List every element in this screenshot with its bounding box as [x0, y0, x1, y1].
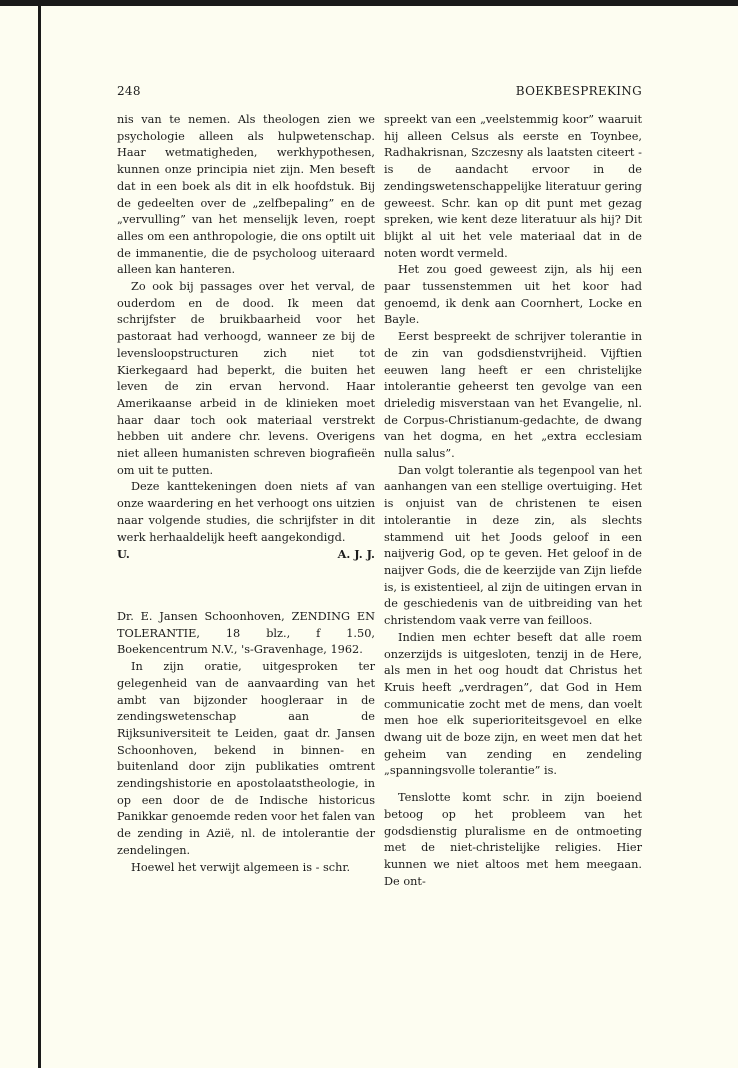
book-citation: Dr. E. Jansen Schoonhoven, ZENDING EN TOLERANTIE, 18 blz., f 1.50, Boekencentrum N.V., 's-Gravenhage, 1962. [117, 609, 375, 657]
signature-right: A. J. J. [337, 547, 375, 562]
paragraph: nis van te nemen. Als theologen zien we psychologie alleen als hulpwetenschap. Haar wetmatigheden, werkhypothesen, kunnen onze principia niet zijn. Men beseft dat in een boek als dit in elk hoofdstuk. Bij de gedeelten over de „zelfbepaling” en de „vervulling” van het menselijk leven, roept alles om een anthropologie, die ons optilt uit de immanentie, die de psycholoog uiteraard alleen kan hanteren. [117, 113, 375, 277]
paragraph: Tenslotte komt schr. in zijn boeiend betoog op het probleem van het godsdienstig pluralisme en de ontmoeting met de niet-christelijke religies. Hier kunnen we niet altoos met hem meegaan. De ont- [384, 791, 642, 888]
review-signature [117, 546, 375, 563]
paragraph: Zo ook bij passages over het verval, de ouderdom en de dood. Ik meen dat schrijfster de bruikbaarheid voor het pastoraat had verhoogd, wanneer ze bij de levensloopstructuren zich niet tot Kierkegaard had beperkt, die buiten het leven de zin ervan hervond. Haar Amerikaanse arbeid in de klinieken moet haar daar toch ook materiaal verstrekt hebben uit andere chr. levens. Overigens niet alleen humanisten schreven biografieën om uit te putten. [117, 280, 375, 477]
paragraph: Eerst bespreekt de schrijver tolerantie in de zin van godsdienstvrijheid. Vijftien eeuwen lang heeft er een christelijke intolerantie geheerst ten gevolge van een drieledig misverstaan van het Evangelie, nl. de Corpus-Christianum-gedachte, de dwang van het dogma, en het „extra ecclesiam nulla salus”. [384, 330, 642, 461]
paragraph: In zijn oratie, uitgesproken ter gelegenheid van de aanvaarding van het ambt van bijzonder hoogleraar in de zendingswetenschap aan de Rijksuniversiteit te Leiden, gaat dr. Jansen Schoonhoven, bekend in binnen- en buitenland door zijn publikaties omtrent zendingshistorie en apostolaatstheologie, in op een door de de Indische historicus Panikkar genoemde reden voor het falen van de zending in Azië, nl. de intolerantie der zendelingen. [117, 660, 375, 857]
page-header [117, 84, 642, 100]
page-number: 248 [117, 84, 141, 98]
paragraph: Het zou goed geweest zijn, als hij een paar tussenstemmen uit het koor had genoemd, ik denk aan Coornhert, Locke en Bayle. [384, 263, 642, 327]
paragraph: spreekt van een „veelstemmig koor” waaruit hij alleen Celsus als eerste en Toynbee, Radhakrisnan, Szczesny als laatsten citeert - is de aandacht ervoor in de zendingswetenschappelijke literatuur gering geweest. Schr. kan op dit punt met gezag spreken, wie kent deze literatuur als hij? Dit blijkt al uit het vele materiaal dat in de noten wordt vermeld. [384, 113, 642, 260]
paragraph: Dan volgt tolerantie als tegenpool van het aanhangen van een stellige overtuiging. Het is onjuist van de christenen te eisen intolerantie in deze zin, als slechts stammend uit het Joods geloof in een naijverig God, op te geven. Het geloof in de naijver Gods, die de keerzijde van Zijn liefde is, is existentieel, al zijn de uitingen ervan in de geschiedenis van de uitbreiding van het christendom vaak verre van feilloos. [384, 463, 642, 628]
running-title: BOEKBESPREKING [515, 84, 642, 98]
left-border-line [38, 0, 41, 1068]
right-column [384, 112, 642, 890]
top-border-line [0, 0, 738, 6]
paragraph: Hoewel het verwijt algemeen is - schr. [131, 860, 351, 874]
signature-left: U. [117, 547, 130, 562]
paragraph: Deze kanttekeningen doen niets af van onze waardering en het verhoogt ons uitzien naar volgende studies, die schrijfster in dit werk herhaaldelijk heeft aangekondigd. [117, 480, 375, 544]
paragraph: Indien men echter beseft dat alle roem onzerzijds is uitgesloten, tenzij in de Here, als men in het oog houdt dat Christus het Kruis heeft „verdragen”, dat God in Hem communicatie zocht met de mens, dan voelt men hoe elk superioriteitsgevoel en elke dwang uit de boze zijn, en weet men dat het geheim van zending en zendeling „spanningsvolle tolerantie” is. [384, 630, 642, 778]
left-column [117, 112, 375, 876]
